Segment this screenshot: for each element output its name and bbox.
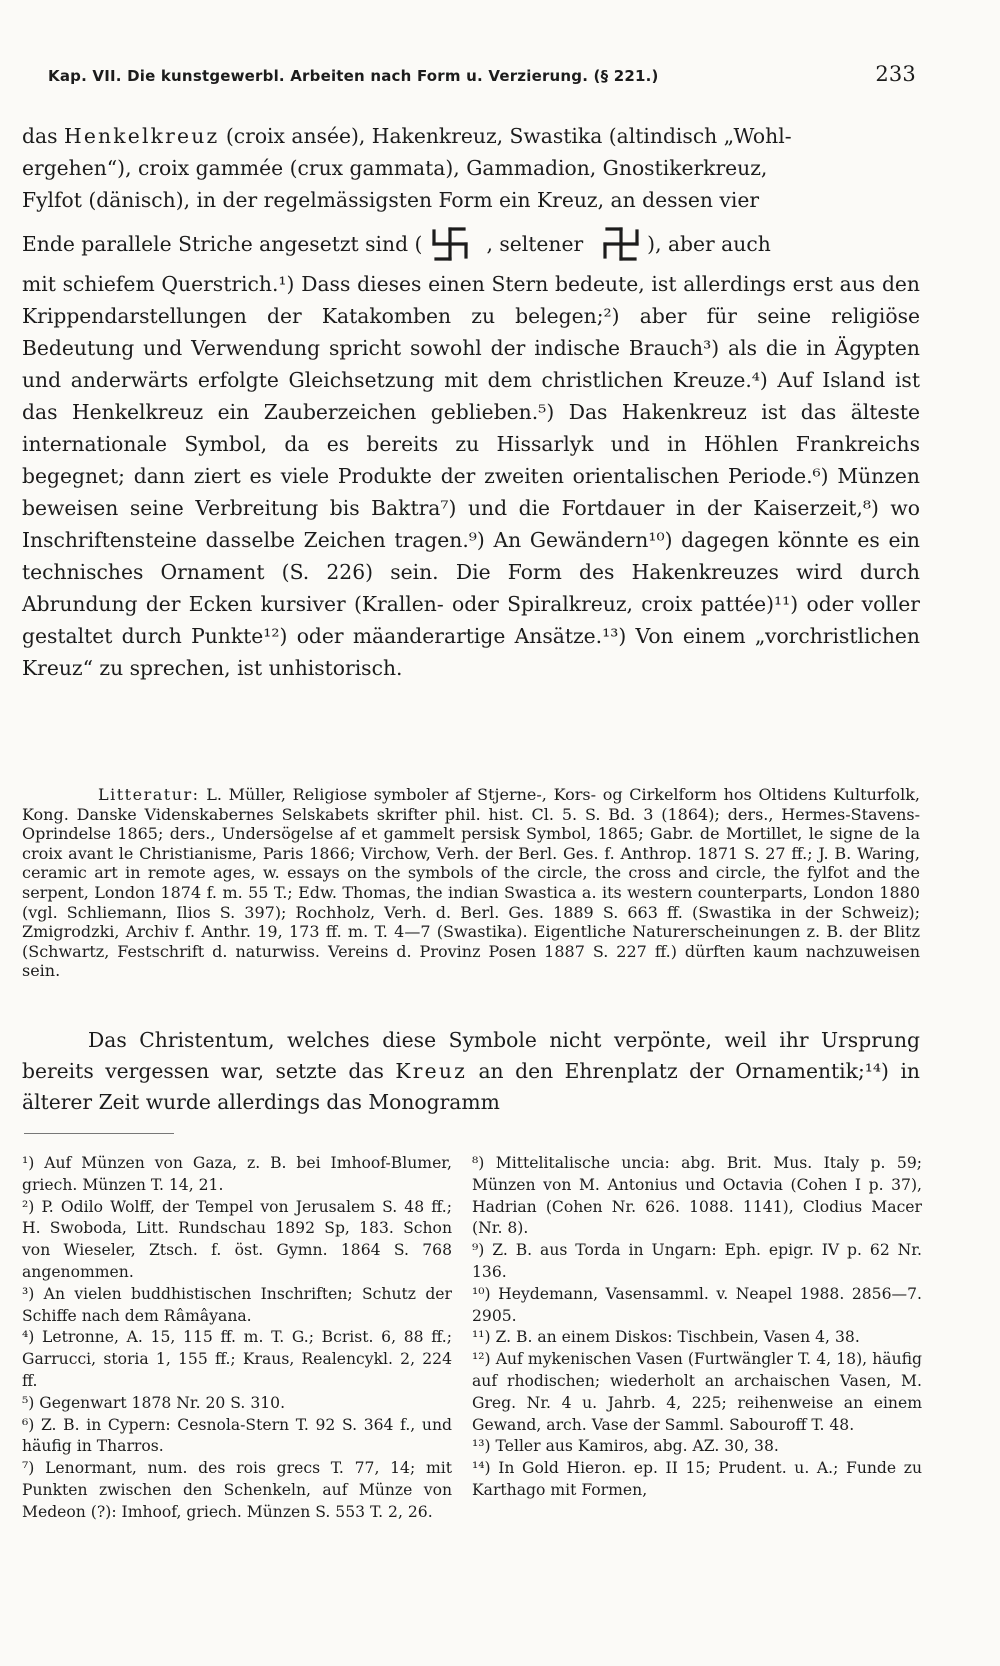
spaced-term: Kreuz <box>395 1059 467 1083</box>
footnote: ¹⁴) In Gold Hieron. ep. II 15; Prudent. u. A.; Funde zu Karthago mit Formen, <box>472 1459 922 1499</box>
footnote: ¹²) Auf mykenischen Vasen (Furtwängler T. 4, 18), häufig auf rhodischen; wiederholt an archaischen Vasen, M. Greg. Nr. 4 u. Jahrb. 4, 225; reihenweise an einem Gewand, arch. Vase der Samml. Sabouroff T. 48. <box>472 1350 922 1434</box>
literature-block <box>22 785 920 981</box>
swastika-left-icon <box>599 223 643 265</box>
text-line: ergehen“), croix gammée (crux gammata), Gammadion, Gnostikerkreuz, <box>22 156 768 180</box>
footnote: ²) P. Odilo Wolff, der Tempel von Jerusalem S. 48 ff.; H. Swoboda, Litt. Rundschau 1892 Sp, 183. Schon von Wieseler, Ztsch. f. öst. Gymn. 1864 S. 768 angenommen. <box>22 1197 452 1281</box>
literature-text: L. Müller, Religiose symboler af Stjerne-, Kors- og Cirkelform hos Oltidens Kulturfolk, Kong. Danske Videnskabernes Selskabets skrifter phil. hist. Cl. 5. S. Bd. 3 (1864); ders., Hermes-Stavens-Oprindelse 1865; ders., Undersögelse af et gammelt persisk Symbol, 1865; Gabr. de Mortillet, le signe de la croix avant le Christianisme, Paris 1866; Virchow, Verh. der Berl. Ges. f. Anthrop. 1871 S. 27 ff.; J. B. Waring, ceramic art in remote ages, w. essays on the symbols of the circle, the cross and circle, the fylfot and the serpent, London 1874 f. m. 55 T.; Edw. Thomas, the indian Swastica a. its western counterparts, London 1880 (vgl. Schliemann, Ilios S. 397); Rochholz, Verh. d. Berl. Ges. 1889 S. 663 ff. (Swastika in der Schweiz); Zmigrodzki, Archiv f. Anthr. 19, 173 ff. m. T. 4—7 (Swastika). Eigentliche Naturerscheinungen z. B. der Blitz (Schwartz, Festschrift d. naturwiss. Vereins d. Provinz Posen 1887 S. 227 ff.) dürften kaum nachzuweisen sein. <box>22 785 920 981</box>
footnotes-left-column <box>22 1153 452 1524</box>
running-header <box>48 62 916 86</box>
spaced-term: Henkelkreuz <box>63 124 220 148</box>
footnote: ⁸) Mittelitalische uncia: abg. Brit. Mus. Italy p. 59; Münzen von M. Antonius und Octavia (Cohen I p. 37), Hadrian (Cohen Nr. 626. 1088. 1141), Clodius Macer (Nr. 8). <box>472 1154 922 1238</box>
main-paragraph <box>22 120 920 684</box>
footnote: ⁶) Z. B. in Cypern: Cesnola-Stern T. 92 S. 364 f., und häufig in Tharros. <box>22 1415 452 1456</box>
swastika-right-icon <box>428 223 472 265</box>
footnote: ⁹) Z. B. aus Torda in Ungarn: Eph. epigr. IV p. 62 Nr. 136. <box>472 1241 922 1281</box>
second-paragraph: Das Christentum, welches diese Symbole nicht verpönte, weil ihr Ursprung bereits vergessen war, setzte das Kreuz an den Ehrenplatz der Ornamentik;¹⁴) in älterer Zeit wurde allerdings das Monogramm <box>22 1028 920 1114</box>
page-number: 233 <box>875 62 916 86</box>
footnote: ⁴) Letronne, A. 15, 115 ff. m. T. G.; Bcrist. 6, 88 ff.; Garrucci, storia 1, 155 ff.; Kraus, Realencykl. 2, 224 ff. <box>22 1328 452 1390</box>
paragraph-continuation: mit schiefem Querstrich.¹) Dass dieses einen Stern bedeute, ist allerdings erst aus den Krippendarstellungen der Katakomben zu belegen;²) aber für seine religiöse Bedeutung und Verwendung spricht sowohl der indische Brauch³) als die in Ägypten und anderwärts erfolgte Gleichsetzung mit dem christlichen Kreuze.⁴) Auf Island ist das Henkelkreuz ein Zauberzeichen geblieben.⁵) Das Hakenkreuz ist das älteste internationale Symbol, da es bereits zu Hissarlyk und in Höhlen Frankreichs begegnet; dann ziert es viele Produkte der zweiten orientalischen Periode.⁶) Münzen beweisen seine Verbreitung bis Baktra⁷) und die Fortdauer in der Kaiserzeit,⁸) wo Inschriftensteine dasselbe Zeichen tragen.⁹) An Gewändern¹⁰) dagegen könnte es ein technisches Ornament (S. 226) sein. Die Form des Hakenkreuzes wird durch Abrundung der Ecken kursiver (Krallen- oder Spiralkreuz, croix pattée)¹¹) oder voller gestaltet durch Punkte¹²) oder mäanderartige Ansätze.¹³) Von einem „vorchristlichen Kreuz“ zu sprechen, ist unhistorisch. <box>22 272 920 680</box>
footnote: ⁵) Gegenwart 1878 Nr. 20 S. 310. <box>22 1393 286 1412</box>
text-line: Fylfot (dänisch), in der regelmässigsten Form ein Kreuz, an dessen vier <box>22 188 760 212</box>
footnote: ⁷) Lenormant, num. des rois grecs T. 77, 14; mit Punkten zwischen den Schenkeln, auf Münze von Medeon (?): Imhoof, griech. Münzen S. 553 T. 2, 26. <box>22 1459 452 1521</box>
text-line: das Henkelkreuz (croix ansée), Hakenkreuz, Swastika (altindisch „Wohl- <box>22 124 792 148</box>
footnote-divider <box>24 1133 174 1134</box>
footnote: ³) An vielen buddhistischen Inschriften; Schutz der Schiffe nach dem Râmâyana. <box>22 1284 452 1325</box>
footnote: ¹) Auf Münzen von Gaza, z. B. bei Imhoof-Blumer, griech. Münzen T. 14, 21. <box>22 1154 452 1194</box>
footnote: ¹¹) Z. B. an einem Diskos: Tischbein, Vasen 4, 38. <box>472 1328 860 1347</box>
footnotes-right-column <box>472 1153 922 1502</box>
literature-label: Litteratur: <box>98 785 200 804</box>
header-title: Kap. VII. Die kunstgewerbl. Arbeiten nach Form u. Verzierung. (§ 221.) <box>48 67 659 85</box>
footnote: ¹⁰) Heydemann, Vasensamml. v. Neapel 1988. 2856—7. 2905. <box>472 1284 922 1325</box>
symbol-line: Ende parallele Striche angesetzt sind ( , seltener ), aber auch <box>22 216 920 272</box>
footnote: ¹³) Teller aus Kamiros, abg. AZ. 30, 38. <box>472 1437 779 1456</box>
